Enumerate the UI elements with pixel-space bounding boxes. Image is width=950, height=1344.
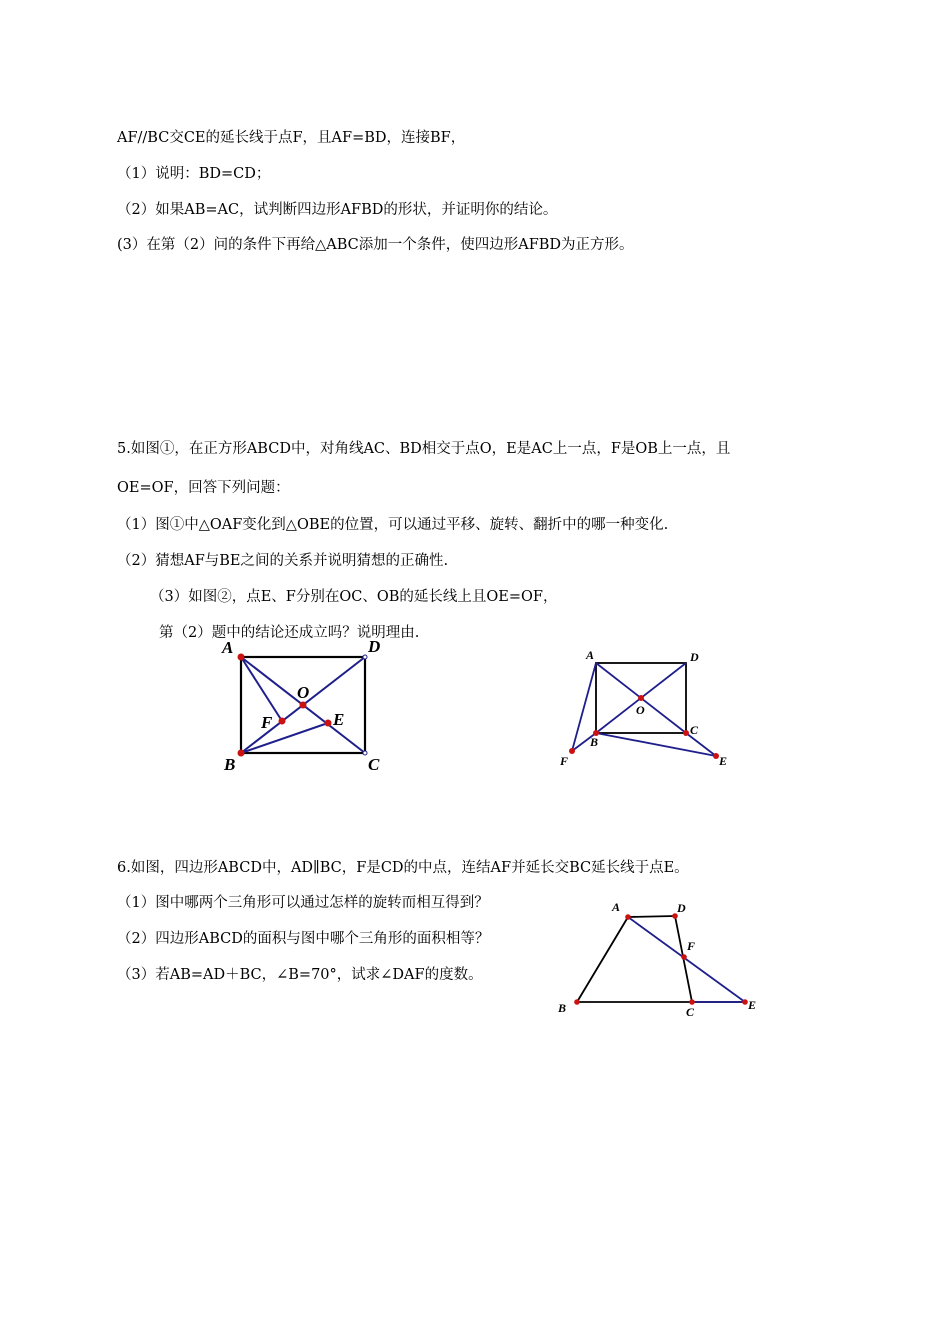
- fig1-point-f: [279, 718, 286, 725]
- fig2-label-f: F: [560, 754, 569, 768]
- fig3-label-b: B: [558, 1001, 567, 1015]
- fig3-point-e: [742, 999, 748, 1005]
- p6-line1: 6.如图，四边形ABCD中，AD∥BC，F是CD的中点，连结AF并延长交BC延长线于点E。: [117, 860, 689, 876]
- p4-q2: （2）如果AB=AC，试判断四边形AFBD的形状，并证明你的结论。: [117, 202, 558, 218]
- fig2-label-b: B: [590, 735, 599, 749]
- fig1-point-a: [238, 654, 245, 661]
- fig3-label-e: E: [748, 998, 757, 1012]
- fig1-label-f: F: [261, 713, 273, 732]
- fig3-point-b: [574, 999, 580, 1005]
- fig2-label-o: O: [636, 703, 645, 717]
- fig1-point-b: [238, 750, 245, 757]
- figure-1: [215, 636, 395, 776]
- fig1-segment-af: [241, 657, 282, 721]
- fig3-label-a: A: [612, 900, 621, 914]
- figure-2: [555, 645, 735, 770]
- fig1-point-e: [325, 720, 332, 727]
- fig2-point-c: [683, 730, 689, 736]
- p4-line1: AF//BC交CE的延长线于点F，且AF=BD，连接BF，: [117, 130, 466, 146]
- p4-q1: （1）说明：BD=CD；: [117, 166, 271, 182]
- fig1-label-a: A: [222, 638, 234, 657]
- fig2-label-e: E: [719, 754, 728, 768]
- p6-q2: （2）四边形ABCD的面积与图中哪个三角形的面积相等？: [117, 931, 490, 947]
- fig2-label-a: A: [586, 648, 595, 662]
- fig3-point-c: [689, 999, 695, 1005]
- p5-q3b: 第（2）题中的结论还成立吗？说明理由.: [159, 625, 420, 641]
- fig2-point-f: [569, 748, 575, 754]
- fig3-label-c: C: [686, 1005, 695, 1019]
- p5-line2: OE=OF，回答下列问题：: [117, 480, 290, 496]
- figure-3: [555, 895, 765, 1020]
- fig2-point-o: [638, 695, 644, 701]
- fig2-label-d: D: [690, 650, 699, 664]
- p5-q2: （2）猜想AF与BE之间的关系并说明猜想的正确性.: [117, 553, 449, 569]
- p6-q3: （3）若AB=AD＋BC，∠B=70°，试求∠DAF的度数。: [117, 967, 483, 983]
- fig2-label-c: C: [690, 723, 699, 737]
- fig1-segment-be: [241, 723, 328, 753]
- fig1-point-d: [363, 655, 367, 659]
- fig3-label-f: F: [687, 939, 696, 953]
- fig1-point-o: [300, 702, 307, 709]
- fig1-label-e: E: [333, 710, 345, 729]
- fig3-sides-ab-bc: [577, 917, 745, 1002]
- p5-line1: 5.如图①，在正方形ABCD中，对角线AC、BD相交于点O，E是AC上一点，F是OB上一点，且: [117, 441, 731, 457]
- p6-q1: （1）图中哪两个三角形可以通过怎样的旋转而相互得到？: [117, 895, 489, 911]
- fig3-point-a: [625, 914, 631, 920]
- p4-q3: (3）在第（2）问的条件下再给△ABC添加一个条件，使四边形AFBD为正方形。: [117, 237, 634, 253]
- fig3-point-f: [681, 954, 687, 960]
- fig1-label-b: B: [224, 755, 236, 774]
- fig1-point-c: [363, 751, 367, 755]
- p5-q1: （1）图①中△OAF变化到△OBE的位置，可以通过平移、旋转、翻折中的哪一种变化.: [117, 517, 669, 533]
- fig3-segment-ae: [628, 917, 745, 1002]
- fig1-label-d: D: [368, 637, 381, 656]
- fig1-label-o: O: [297, 683, 310, 702]
- fig3-label-d: D: [677, 901, 686, 915]
- fig1-label-c: C: [368, 755, 380, 774]
- p5-q3a: （3）如图②，点E、F分别在OC、OB的延长线上且OE=OF，: [150, 589, 558, 605]
- fig3-side-ad: [628, 916, 675, 917]
